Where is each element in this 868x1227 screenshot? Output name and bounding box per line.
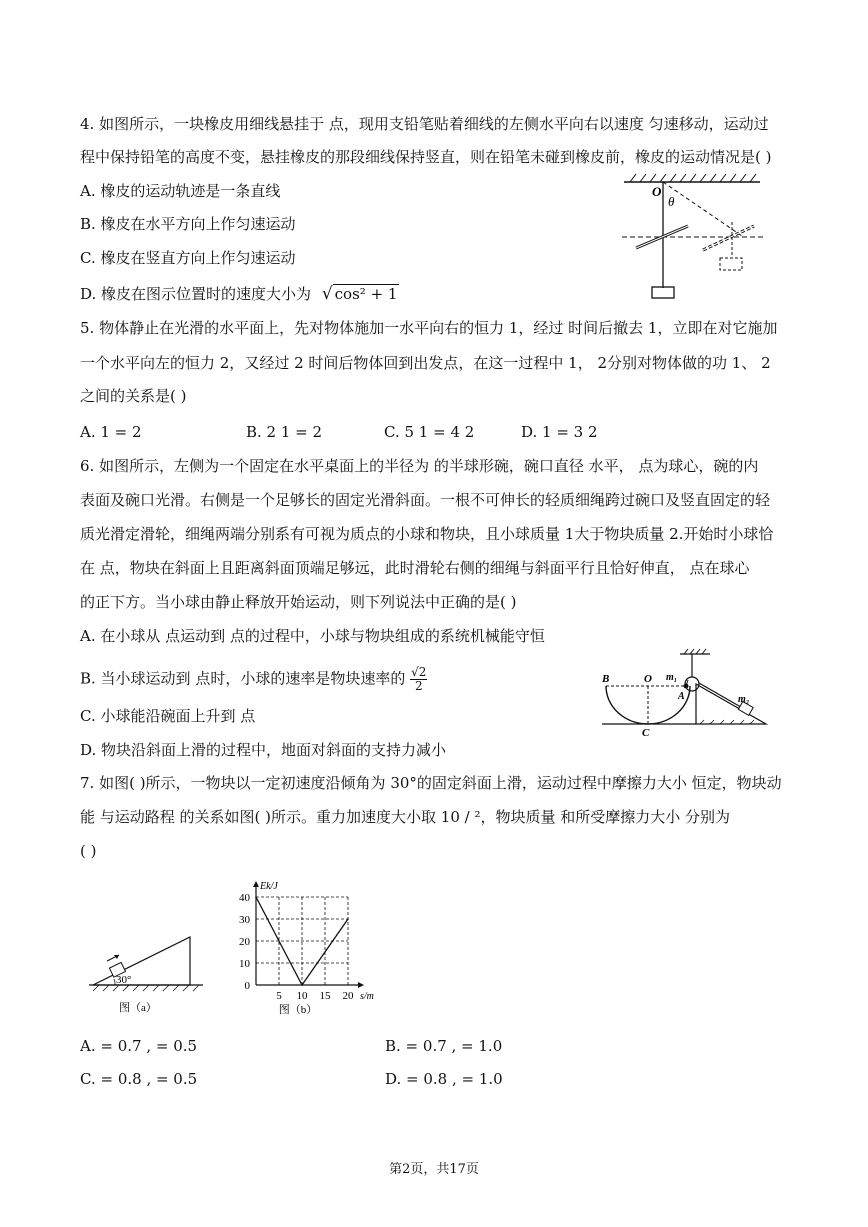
y-tick-label: 20 [239,936,250,948]
q5-option-a: A. 1 = 2 [80,423,142,441]
q6-figure [600,648,770,738]
fig6-label-a: A [678,691,685,702]
q4-option-c: C. 橡皮在竖直方向上作匀速运动 [80,249,296,267]
q7-option-d: D. = 0.8 , = 1.0 [385,1070,503,1088]
y-tick-label: 40 [239,892,250,904]
x-axis-label: s/m [360,991,374,1002]
fig6-label-c: C [642,727,650,738]
q6-option-d: D. 物块沿斜面上滑的过程中，地面对斜面的支持力减小 [80,741,447,759]
ek-data-point [255,896,257,898]
q4-option-d-text: D. 橡皮在图示位置时的速度大小为 [80,285,312,303]
sqrt-formula [322,284,400,304]
q7-figure-a [85,935,210,1015]
x-tick-label: 15 [319,990,331,1002]
q6-option-a: A. 在小球从 点运动到 点的过程中，小球与物块组成的系统机械能守恒 [80,627,545,645]
fig6-label-m1: m₁ [666,672,678,683]
y-axis-label: Ek/J [260,881,278,892]
q4-option-b: B. 橡皮在水平方向上作匀速运动 [80,215,296,233]
x-tick-label: 20 [342,990,354,1002]
y-tick-label: 30 [239,914,250,926]
q4-line1: 4. 如图所示，一块橡皮用细线悬挂于 点，现用支铅笔贴着细线的左侧水平向右以速度 匀速移动，运动过 [80,115,769,133]
q6-option-b [80,666,427,693]
fig4-label-o: O [652,184,662,199]
sqrt-icon: √ [321,284,333,304]
fraction-numerator: √2 [411,665,427,679]
fig7a-caption: 图（a） [119,1002,157,1014]
q7-line1: 7. 如图( )所示，一物块以一定初速度沿倾角为 30°的固定斜面上滑，运动过程中摩擦力大小 恒定，物块动 [80,774,782,792]
x-tick-label: 10 [296,990,308,1002]
x-tick-label: 5 [276,990,282,1002]
q6-line5: 的正下方。当小球由静止释放开始运动，则下列说法中正确的是( ) [80,593,517,611]
q6-line4: 在 点，物块在斜面上且距离斜面顶端足够远，此时滑轮右侧的细绳与斜面平行且恰好伸直， 点在球心 [80,559,750,577]
q6-line1: 6. 如图所示，左侧为一个固定在水平桌面上的半径为 的半球形碗，碗口直径 水平， 点为球心，碗的内 [80,457,759,475]
fraction-denominator: 2 [414,679,423,693]
fraction [410,666,427,693]
q4-option-d [80,284,399,304]
fig6-label-b: B [602,673,610,685]
q7-figure-b-chart [228,875,378,1015]
chart-caption: 图（b） [278,1004,318,1015]
q7-option-a: A. = 0.7 , = 0.5 [80,1037,198,1055]
q7-line2: 能 与运动路程 的关系如图( )所示。重力加速度大小取 10 / ²，物块质量 和所受摩擦力大小 分别为 [80,808,731,826]
q6-option-c: C. 小球能沿碗面上升到 点 [80,707,256,725]
q4-figure [618,170,768,300]
y-tick-label: 0 [244,980,250,992]
q5-option-c: C. 5 1 = 4 2 [384,423,475,441]
sqrt-radicand: cos² + 1 [334,285,398,303]
q5-option-d: D. 1 = 3 2 [521,423,598,441]
fig4-label-theta: θ [668,194,675,209]
y-tick-label: 10 [239,958,250,970]
q5-line1: 5. 物体静止在光滑的水平面上，先对物体施加一水平向右的恒力 1，经过 时间后撤去 1，立即在对它施加 [80,319,778,337]
q6-line2: 表面及碗口光滑。右侧是一个足够长的固定光滑斜面。一根不可伸长的轻质细绳跨过碗口及竖直固定的轻 [80,491,771,509]
x-axis-arrow [358,982,364,988]
ek-data-point [347,918,349,920]
q5-line3: 之间的关系是( ) [80,387,187,405]
ek-data-point [301,984,303,986]
fig6-label-o: O [644,673,652,685]
fig7a-angle-label: 30° [116,974,132,986]
y-axis-arrow [253,881,259,887]
q4-line2: 程中保持铅笔的高度不变，悬挂橡皮的那段细线保持竖直，则在铅笔未碰到橡皮前，橡皮的运动情况是( ) [80,148,772,166]
fig6-label-m2: m₂ [738,694,750,705]
q5-option-b: B. 2 1 = 2 [246,423,323,441]
q5-line2: 一个水平向左的恒力 2，又经过 2 时间后物体回到出发点，在这一过程中 1， 2分别对物体做的功 1、 2 [80,354,771,372]
q6-line3: 质光滑定滑轮，细绳两端分别系有可视为质点的小球和物块，且小球质量 1大于物块质量 2.开始时小球恰 [80,525,774,543]
q7-option-b: B. = 0.7 , = 1.0 [385,1037,503,1055]
q6-option-b-text: B. 当小球运动到 点时，小球的速率是物块速率的 [80,669,406,688]
q7-option-c: C. = 0.8 , = 0.5 [80,1070,198,1088]
q7-line3: ( ) [80,842,97,860]
page-footer: 第2页，共17页 [389,1162,479,1177]
q4-option-a: A. 橡皮的运动轨迹是一条直线 [80,182,281,200]
